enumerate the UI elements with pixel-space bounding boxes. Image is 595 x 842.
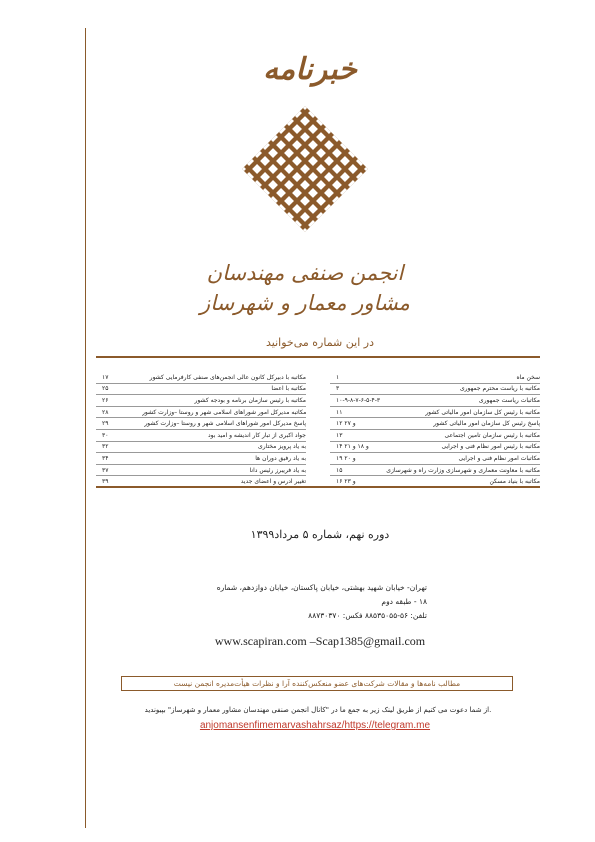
address-text: تهران- خیابان شهید بهشتی، خیابان پاکستان، خیابان دوازدهم، شماره ۱۸ - طبقه دوم [216,583,427,606]
toc-row [96,395,306,407]
toc-item-page: ۱۷ [102,373,109,381]
toc-item-title: به یاد فریبرز رئیس دانا [249,466,306,474]
toc-item-page: ۱۱ [336,408,343,416]
toc-row [330,418,540,430]
toc-item-title: مکاتبه با ریاست محترم جمهوری [459,385,540,393]
toc-item-title: مکاتبات ریاست جمهوری [478,396,540,404]
toc-top-rule [96,356,540,358]
toc-item-title: به یاد پرویز مختاری [258,443,306,451]
toc-item-page: ۱۵ [336,466,343,474]
toc-item-title: مکاتبه با رئیس سازمان برنامه و بودجه کشور [194,396,306,404]
toc-left-column [96,372,306,488]
toc-item-page: ۳۲ [102,443,109,451]
toc-item-page: ۱۳ [336,431,343,439]
toc-item-title: مکاتبات امور نظام فنی و اجرایی [458,454,540,462]
toc-item-page: ۲۹ [102,420,109,428]
toc-row [96,453,306,465]
masthead-title: خبرنامه [263,52,357,87]
left-margin-rule [85,28,86,828]
toc-item-title: مکاتبه با رئیس امور نظام فنی و اجرایی [441,443,540,451]
toc-right-column [330,372,540,488]
toc-item-title: پاسخ رئیس کل سازمان امور مالیاتی کشور [433,420,540,428]
toc-row [96,430,306,442]
toc-item-title: جواد اکبری از تبار کار اندیشه و امید بود [207,431,306,439]
toc-item-title: مکاتبه با بنیاد مسکن [489,478,540,486]
telegram-link[interactable]: anjomansenfimemarvashahrsaz/https://telegram.me [199,720,431,731]
toc-item-page: ۳ [336,385,340,393]
toc-row [330,453,540,465]
toc-item-title: مکاتبه مدیرکل امور شوراهای اسلامی شهر و روستا –وزارت کشور [142,408,306,416]
toc-row [330,465,540,477]
toc-item-page: ۳۰ [102,431,109,439]
toc-item-page: ۱ [336,373,340,381]
toc-item-page: ۱۴ و ۱۸ و ۲۱ [336,443,369,451]
toc-item-title: مکاتبه با رئیس سازمان تامین اجتماعی [444,431,540,439]
toc-item-title: مکاتبه با اعضا [271,385,306,393]
web-email[interactable]: www.scapiran.com –Scap1385@gmail.com [214,634,426,648]
toc-item-title: مکاتبه با رئیس کل سازمان امور مالیاتی کشور [425,408,540,416]
toc-item-page: ۱۹ و ۲۰ [336,454,356,462]
toc-item-title: مکاتبه با معاونت معماری و شهرسازی وزارت راه و شهرسازی [386,466,540,474]
toc-item-page: ۱۶ و ۲۳ [336,478,356,486]
toc-bottom-rule [96,486,540,488]
disclaimer-notice: مطالب نامه‌ها و مقالات شرکت‌های عضو منعکس‌کننده آرا و نظرات هیأت‌مدیره انجمن نیست [121,676,513,691]
toc-item-page: ۱۰-۹-۸-۷-۶-۵-۴-۳ [336,396,381,404]
toc-row [96,442,306,454]
toc-row [96,465,306,477]
channel-invite: از شما دعوت می کنیم از طریق لینک زیر به جمع ما در "کانال انجمن صنفی مهندسان مشاور معمار و شهرساز" بپیوندید. [144,706,492,714]
toc-item-title: مکاتبه با دبیرکل کانون عالی انجمن‌های صنفی کارفرمایی کشور [149,373,306,381]
toc-item-page: ۳۷ [102,466,109,474]
toc-row [330,395,540,407]
toc-row [96,384,306,396]
issue-line: دوره نهم، شماره ۵ مرداد۱۳۹۹ [250,528,390,541]
toc-item-title: تغییر آدرس و اعضای جدید [240,478,306,486]
address-block [212,581,427,623]
toc-row [330,407,540,419]
association-name: انجمن صنفی مهندسان مشاور معمار و شهرساز [200,261,410,315]
toc-item-page: ۱۲ و ۲۷ [336,420,356,428]
toc-item-page: ۳۹ [102,478,109,486]
toc-row [96,418,306,430]
toc-item-page: ۲۵ [102,385,109,393]
toc-item-page: ۲۶ [102,396,109,404]
toc-item-title: سخن ماه [516,373,540,381]
toc-row [96,407,306,419]
toc-row [330,430,540,442]
toc-row [96,372,306,384]
toc-item-title: به یاد رفیق دوران ها [255,454,306,462]
toc-row [330,442,540,454]
toc-heading: در این شماره می‌خوانید [266,336,374,349]
lattice-logo [240,104,370,234]
toc-row [330,384,540,396]
toc-row [330,372,540,384]
toc-item-page: ۲۸ [102,408,109,416]
toc-item-title: پاسخ مدیرکل امور شوراهای اسلامی شهر و روستا –وزارت کشور [144,420,306,428]
toc-item-page: ۳۴ [102,454,109,462]
phone-text: تلفن: ۵۶-۸۸۵۳۵۰۵۵ فکس: ۸۸۷۳۰۳۷۰ [308,611,427,620]
